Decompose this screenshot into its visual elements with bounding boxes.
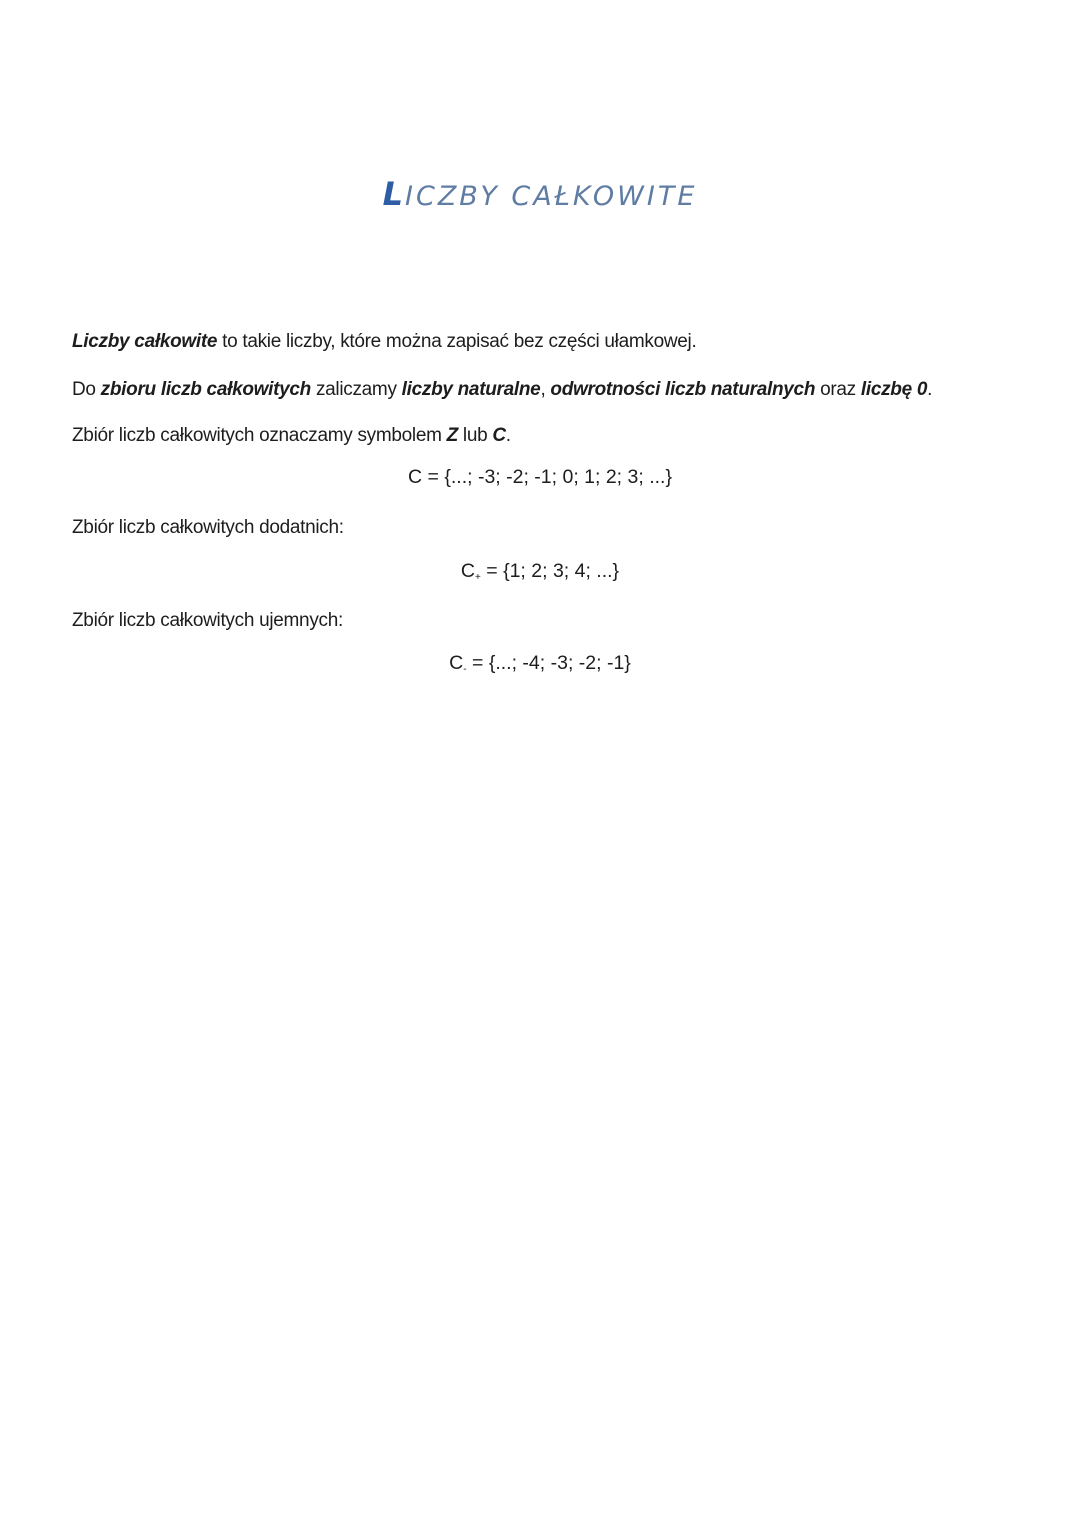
term-liczby-calkowite: Liczby całkowite bbox=[72, 331, 218, 352]
subscript-plus: + bbox=[475, 572, 481, 583]
paragraph-symbols bbox=[72, 424, 511, 447]
text-run: to takie liczby, które można zapisać bez części ułamkowej. bbox=[217, 331, 697, 352]
text-run: zaliczamy bbox=[310, 379, 402, 400]
text-run: . bbox=[927, 379, 933, 400]
equation-negative-set bbox=[0, 652, 1080, 681]
equation-integers-set bbox=[0, 466, 1080, 489]
equation-lhs: C bbox=[449, 652, 464, 674]
symbol-z: Z bbox=[446, 425, 458, 446]
term-liczby-naturalne: liczby naturalne bbox=[401, 379, 541, 400]
text-run: Do bbox=[72, 379, 101, 400]
equation-rhs: = {1; 2; 3; 4; ...} bbox=[480, 560, 620, 582]
paragraph-membership bbox=[72, 378, 932, 401]
page-title bbox=[0, 176, 1080, 215]
term-zbior-liczb-calkowitych: zbioru liczb całkowitych bbox=[100, 379, 311, 400]
text-run: lub bbox=[457, 425, 493, 446]
term-odwrotnosci: odwrotności liczb naturalnych bbox=[550, 379, 816, 400]
equation-lhs: C bbox=[408, 466, 423, 488]
term-liczba-zero: liczbę 0 bbox=[860, 379, 928, 400]
text-run: oraz bbox=[815, 379, 861, 400]
text-run: Zbiór liczb całkowitych oznaczamy symbolem bbox=[72, 425, 447, 446]
equation-rhs: = {...; -4; -3; -2; -1} bbox=[466, 652, 631, 674]
text-run: . bbox=[505, 425, 511, 446]
subscript-minus: - bbox=[463, 664, 467, 675]
symbol-c: C bbox=[492, 425, 506, 446]
equation-positive-set bbox=[0, 560, 1080, 589]
title-lead-letter: L bbox=[382, 175, 405, 213]
paragraph-definition bbox=[72, 330, 696, 353]
equation-rhs: = {...; -3; -2; -1; 0; 1; 2; 3; ...} bbox=[422, 466, 672, 488]
title-rest-text: ICZBY CAŁKOWITE bbox=[405, 181, 698, 212]
paragraph-positive-heading: Zbiór liczb całkowitych dodatnich: bbox=[72, 517, 344, 538]
equation-lhs: C bbox=[460, 560, 475, 582]
paragraph-negative-heading: Zbiór liczb całkowitych ujemnych: bbox=[72, 610, 343, 631]
text-run: , bbox=[540, 379, 551, 400]
